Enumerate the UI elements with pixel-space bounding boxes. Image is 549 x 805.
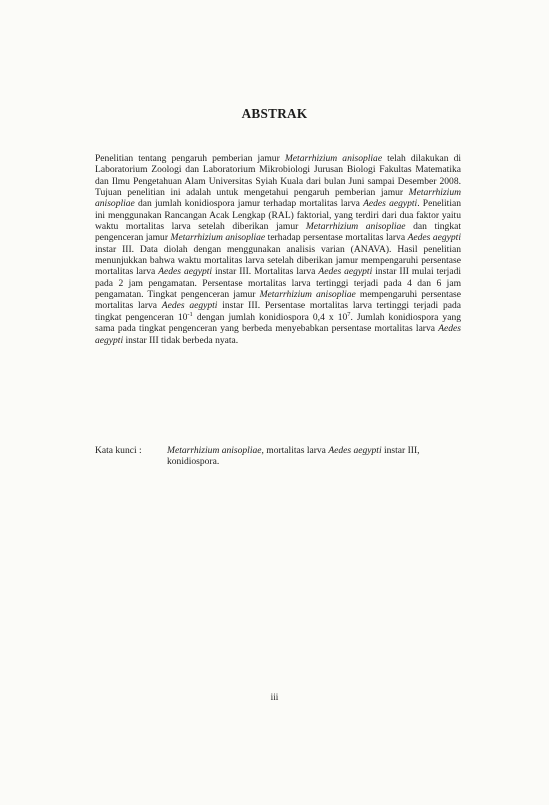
species-name: Aedes aegypti (363, 198, 418, 210)
exponent: -1 (187, 310, 193, 318)
abstract-text: dan tingkat pengenceran jamur (95, 221, 461, 244)
species-name: Aedes aegypti (318, 266, 373, 278)
page-title: ABSTRAK (241, 106, 308, 121)
species-name: Metarrhizium anisopliae (259, 289, 356, 301)
abstract-paragraph (95, 153, 461, 346)
abstract-text: terhadap persentase mortalitas larva (265, 232, 408, 244)
species-name: Aedes aegypti (95, 323, 461, 346)
keywords-text: , mortalitas larva (261, 445, 329, 456)
species-name: Aedes aegypti (407, 232, 461, 244)
keywords-label: Kata kunci : (95, 445, 142, 456)
species-name: Aedes aegypti (158, 266, 213, 278)
keywords-list (167, 445, 467, 468)
species-name: Metarrhizium anisopliae (95, 187, 461, 210)
abstract-text: instar III. Mortalitas larva (212, 266, 319, 278)
page-number: iii (270, 692, 279, 702)
abstract-text: instar III. Data diolah dengan menggunakan analisis varian (ANAVA). Hasil penelitian menunjukkan bahwa waktu mortalitas larva setelah diberikan jamur mempengaruhi persentase mortalitas larva (95, 243, 461, 278)
species-name: Metarrhizium anisopliae (167, 445, 262, 456)
abstract-text: mempengaruhi persentase mortalitas larva (95, 289, 462, 312)
keywords (95, 445, 467, 468)
species-name: Metarrhizium anisopliae (170, 232, 266, 244)
species-name: Metarrhizium anisopliae (305, 221, 406, 233)
abstract-text: instar III mulai terjadi pada 2 jam pengamatan. Persentase mortalitas larva tertinggi terjadi pada 4 dan 6 jam pengamatan. Tingkat pengenceran jamur (95, 266, 461, 301)
abstract-text: . Penelitian ini menggunakan Rancangan Acak Lengkap (RAL) faktorial, yang terdiri dari dua faktor yaitu waktu mortalitas larva setelah diberikan jamur (95, 198, 461, 233)
species-name: Aedes aegypti (328, 445, 382, 456)
abstract-text: telah dilakukan di Laboratorium Zoologi dan Laboratorium Mikrobiologi Jurusan Biologi Fakultas Matematika dan Ilmu Pengetahuan Alam Universitas Syiah Kuala dari bulan Juni sampai Desember 2008. Tujuan penelitian ini adalah untuk mengetahui pengaruh pemberian jamur (95, 153, 461, 199)
abstract-text: dan jumlah konidiospora jamur terhadap mortalitas larva (134, 198, 364, 210)
abstract-text: instar III. Persentase mortalitas larva tertinggi terjadi pada tingkat pengenceran 10 (95, 300, 461, 323)
abstract-text: Penelitian tentang pengaruh pemberian jamur (95, 153, 285, 164)
abstract-text: dengan jumlah konidiospora 0,4 x 10 (192, 311, 348, 323)
abstract-text: . Jumlah konidiospora yang sama pada tingkat pengenceran yang berbeda menyebabkan persentase mortalitas larva (95, 311, 461, 335)
species-name: Metarrhizium anisopliae (284, 153, 383, 164)
keywords-text: instar III, konidiospora. (167, 445, 420, 468)
exponent: 7 (347, 310, 351, 318)
species-name: Aedes aegypti (161, 300, 218, 312)
abstract-text: instar III tidak berbeda nyata. (123, 334, 239, 346)
